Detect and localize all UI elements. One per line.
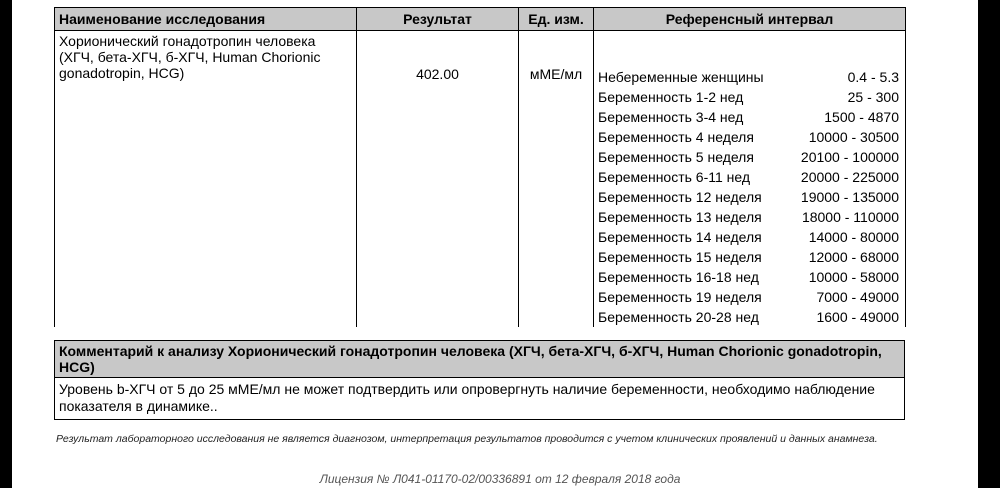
reference-label: Беременность 19 неделя — [598, 289, 762, 305]
reference-range: 20000 - 225000 — [800, 169, 899, 185]
results-table — [54, 7, 906, 327]
reference-label: Беременность 3-4 нед — [598, 109, 744, 125]
reference-range: 14000 - 80000 — [808, 229, 899, 245]
left-black-edge — [0, 0, 12, 488]
test-name: Хорионический гонадотропин человека (ХГЧ, бета-ХГЧ, б-ХГЧ, Human Chorionic gonadotropin, HCG) — [55, 31, 357, 328]
reference-row — [594, 307, 905, 327]
license-text: Лицензия № Л041-01170-02/00336891 от 12 февраля 2018 года — [319, 472, 681, 486]
reference-label: Небеременные женщины — [598, 69, 764, 85]
reference-cell — [594, 31, 906, 328]
header-unit: Ед. изм. — [519, 8, 594, 31]
reference-range: 12000 - 68000 — [808, 249, 899, 265]
reference-label: Беременность 5 неделя — [598, 149, 754, 165]
reference-range: 10000 - 30500 — [808, 129, 899, 145]
reference-label: Беременность 14 неделя — [598, 229, 762, 245]
comment-box — [54, 340, 905, 420]
table-header-row — [55, 8, 906, 31]
reference-range: 18000 - 110000 — [801, 209, 899, 225]
reference-label: Беременность 15 неделя — [598, 249, 762, 265]
header-result: Результат — [357, 8, 519, 31]
reference-row — [594, 287, 905, 307]
reference-range: 1500 - 4870 — [824, 109, 899, 125]
reference-row — [594, 207, 905, 227]
unit-value: мМЕ/мл — [529, 66, 583, 82]
reference-row — [594, 227, 905, 247]
result-value: 402.00 — [416, 66, 459, 82]
reference-label: Беременность 13 неделя — [598, 209, 762, 225]
reference-row — [594, 127, 905, 147]
reference-label: Беременность 4 неделя — [598, 129, 754, 145]
reference-row — [594, 167, 905, 187]
comment-title: Комментарий к анализу Хорионический гонадотропин человека (ХГЧ, бета-ХГЧ, б-ХГЧ, Human Chorionic gonadotropin, HCG) — [55, 341, 904, 378]
reference-range: 0.4 - 5.3 — [847, 69, 899, 85]
reference-row — [594, 247, 905, 267]
reference-range: 19000 - 135000 — [800, 189, 899, 205]
disclaimer-text: Результат лабораторного исследования не является диагнозом, интерпретация результатов проводится с учетом клинических проявлений и данных анамнеза. — [56, 433, 878, 445]
right-black-edge — [978, 0, 1000, 488]
header-reference: Референсный интервал — [594, 8, 906, 31]
reference-row — [594, 147, 905, 167]
reference-label: Беременность 12 неделя — [598, 189, 762, 205]
reference-row — [594, 67, 905, 87]
unit-cell — [519, 31, 594, 328]
reference-range: 1600 - 49000 — [816, 309, 899, 325]
reference-row — [594, 107, 905, 127]
table-row — [55, 31, 906, 328]
reference-label: Беременность 20-28 нед — [598, 309, 759, 325]
reference-row — [594, 187, 905, 207]
reference-label: Беременность 1-2 нед — [598, 89, 744, 105]
reference-range: 20100 - 100000 — [800, 149, 899, 165]
reference-row — [594, 87, 905, 107]
reference-row — [594, 267, 905, 287]
reference-range: 7000 - 49000 — [816, 289, 899, 305]
reference-range: 25 - 300 — [847, 89, 899, 105]
reference-list — [594, 31, 905, 327]
comment-body: Уровень b-ХГЧ от 5 до 25 мМЕ/мл не может подтвердить или опровергнуть наличие беременности, необходимо наблюдение показателя в динамике.. — [59, 381, 875, 414]
header-test-name: Наименование исследования — [55, 8, 357, 31]
reference-label: Беременность 16-18 нед — [598, 269, 759, 285]
reference-range: 10000 - 58000 — [808, 269, 899, 285]
result-cell — [357, 31, 519, 328]
reference-label: Беременность 6-11 нед — [598, 169, 751, 185]
